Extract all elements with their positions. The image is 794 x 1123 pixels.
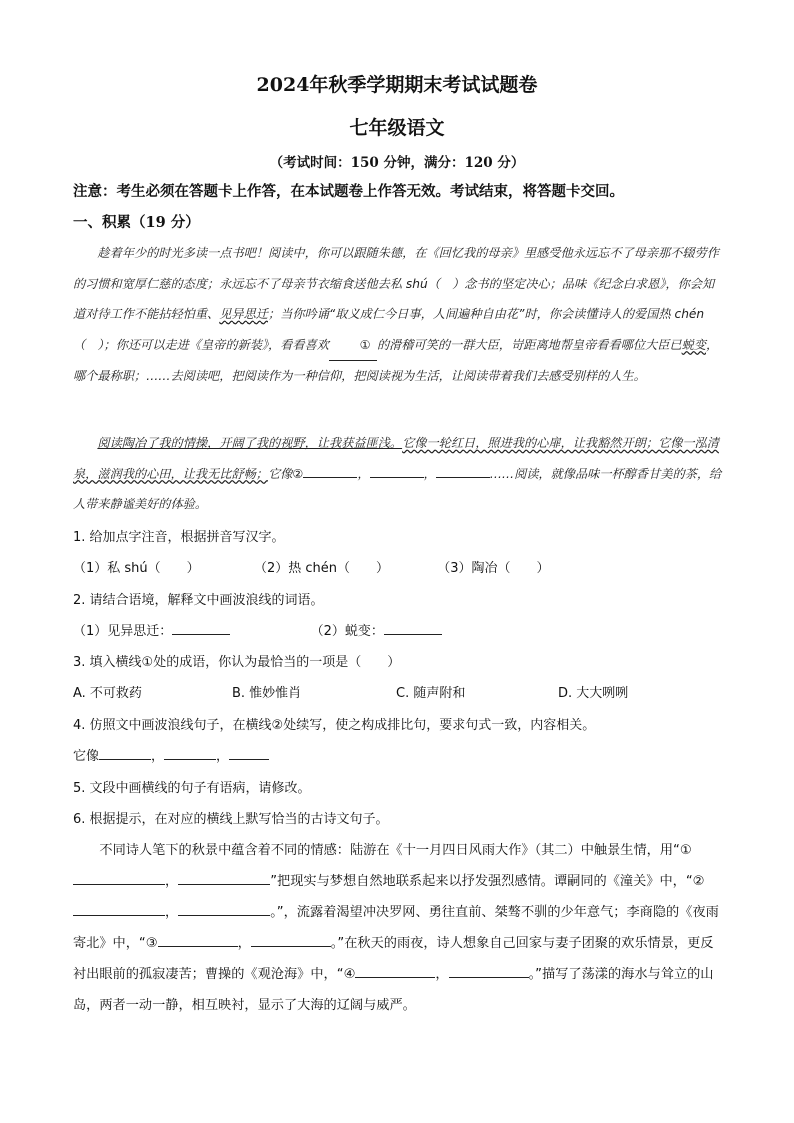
section-heading: 一、积累（19 分） — [73, 214, 200, 231]
passage-text: ；当你吟诵“取义成仁今日事，人间遍种自由花”时，你会读懂诗人的爱国热 chén（ ）；你还可以走进《皇帝的新装》，看看喜欢 — [73, 307, 705, 352]
question-2: 2. 请结合语境，解释文中画波浪线的词语。 — [73, 593, 324, 608]
poem-text: 不同诗人笔下的秋景中蕴含着不同的情感：陆游在《十一月四日风雨大作》（其二）中触景生情，用“① — [99, 843, 692, 858]
passage-paragraph-1 — [73, 238, 723, 392]
passage-text: 它像② — [268, 466, 304, 481]
poem-blank-4b[interactable] — [449, 965, 529, 978]
passage-text: 趁着年少的时光多读一点书吧！阅读中，你可以跟随朱德，在《回忆我的母亲》里感受他永远忘不了母亲那不辍劳作的习惯和宽厚仁慈的态度；永远忘不了母亲节衣缩食送他去私 shú（ ）念书的坚定决心；品味《纪念白求恩》，你会知道对待工作不能拈轻怕重、 — [73, 246, 719, 321]
question-4: 4. 仿照文中画波浪线句子，在横线②处续写，使之构成排比句，要求句式一致，内容相关。 — [73, 718, 596, 733]
poem-blank-4a[interactable] — [355, 965, 435, 978]
poem-text: 。”在秋天的雨夜，诗人想象自己回家与妻子团聚的欢乐情景，更反衬出眼前的孤寂凄苦；曹操的《观沧海》中，“④ — [73, 936, 714, 982]
subject-title: 七年级语文 — [349, 117, 445, 139]
q4-blank-1[interactable] — [99, 747, 151, 760]
q2-blank-b[interactable] — [384, 622, 442, 635]
wavy-word-2: 蜕变 — [681, 337, 706, 352]
q2-label-a: （1）见异思迁： — [73, 624, 173, 639]
question-1-items — [73, 557, 733, 576]
q1-item-3: （3）陶冶（ ） — [437, 561, 550, 576]
poem-blank-3a[interactable] — [158, 934, 238, 947]
question-4-line: 它像 ， ， — [73, 745, 733, 764]
blank-2a[interactable] — [303, 465, 357, 478]
wavy-sentence: 它像一轮红日，照进我的心扉，让我豁然开朗；它像一泓清泉，滋润我的心田，让我无比舒畅； — [73, 436, 719, 481]
option-b[interactable]: B. 惟妙惟肖 — [232, 686, 302, 701]
notice-text: 注意：考生必须在答题卡上作答，在本试题卷上作答无效。考试结束，将答题卡交回。 — [73, 183, 624, 200]
passage-paragraph-2: 阅读陶冶了我的情操，开阔了我的视野，让我获益匪浅。它像一轮红日，照进我的心扉，让我豁然开朗；它像一泓清泉，滋润我的心田，让我无比舒畅；它像② ， ， ……阅读，就像品味一杯醇香甘美的茶，给人带来静谧美好的体验。 — [73, 436, 722, 511]
poem-text: ”把现实与梦想自然地联系起来以抒发强烈感情。谭嗣同的《潼关》中，“② — [270, 874, 705, 889]
option-c[interactable]: C. 随声附和 — [396, 686, 466, 701]
option-a[interactable]: A. 不可救药 — [73, 686, 142, 701]
poem-blank-2a[interactable] — [73, 903, 165, 916]
q4-blank-2[interactable] — [164, 747, 216, 760]
exam-info: （考试时间：150 分钟，满分：120 分） — [269, 155, 525, 171]
q1-item-2: （2）热 chén（ ） — [253, 561, 389, 576]
q4-prefix: 它像 — [73, 749, 100, 764]
passage-text: ……阅读，就像品味一杯醇香甘美的茶，给人带来静谧美好的体验。 — [73, 466, 722, 511]
option-d[interactable]: D. 大大咧咧 — [558, 686, 629, 701]
wavy-word-1: 见异思迁 — [219, 307, 268, 321]
question-5: 5. 文段中画横线的句子有语病，请修改。 — [73, 781, 311, 796]
passage-text: ，哪个最称职；……去阅读吧，把阅读作为一种信仰，把阅读视为生活，让阅读带着我们去感受别样的人生。 — [73, 337, 719, 383]
poem-blank-3b[interactable] — [251, 934, 331, 947]
exam-title: 2024年秋季学期期末考试试题卷 — [256, 74, 538, 96]
blank-2c[interactable] — [436, 465, 490, 478]
underlined-sentence: 阅读陶冶了我的情操，开阔了我的视野，让我获益匪浅。 — [97, 436, 403, 450]
q4-blank-3[interactable] — [229, 747, 269, 760]
blank-1[interactable]: ① — [329, 330, 377, 362]
q2-label-b: （2）蜕变： — [310, 624, 384, 639]
poem-blank-2b[interactable] — [178, 903, 270, 916]
question-3: 3. 填入横线①处的成语，你认为最恰当的一项是（ ） — [73, 655, 401, 670]
question-2-items — [73, 620, 733, 639]
question-1: 1. 给加点字注音，根据拼音写汉字。 — [73, 530, 285, 545]
q1-item-1: （1）私 shú（ ） — [73, 561, 200, 576]
question-6: 6. 根据提示，在对应的横线上默写恰当的古诗文句子。 — [73, 812, 389, 827]
passage-text: 的滑稽可笑的一群大臣，岢距离地帮皇帝看看哪位大臣已 — [376, 337, 682, 352]
q2-blank-a[interactable] — [172, 622, 230, 635]
poem-text: 。”，流露着渴望冲决罗网、勇往直前、桀骜不驯的少年意气；李商隐的《夜雨寄北》中，“③ — [73, 905, 719, 951]
poem-paragraph: 不同诗人笔下的秋景中蕴含着不同的情感：陆游在《十一月四日风雨大作》（其二）中触景生情，用“①， ”把现实与梦想自然地联系起来以抒发强烈感情。谭嗣同的《潼关》中，“②， 。”，流露着渴望冲决罗网、勇往直前、桀骜不驯的少年意气；李商隐的《夜雨寄北》中，“③ ， 。”在秋天的雨夜，诗人想象自己回家与妻子团聚的欢乐情景，更反衬出眼前的孤寂凄苦；曹操的《观沧海》中，“④ ， 。”描写了荡漾的海水与耸立的山岛，两者一动一静，相互映衬，显示了大海的辽阔与威严。 — [73, 843, 719, 1013]
poem-blank-1a[interactable] — [73, 872, 165, 885]
poem-text: 。”描写了荡漾的海水与耸立的山岛，两者一动一静，相互映衬，显示了大海的辽阔与威严。 — [73, 967, 714, 1013]
blank-2b[interactable] — [370, 465, 424, 478]
poem-blank-1b[interactable] — [178, 872, 270, 885]
